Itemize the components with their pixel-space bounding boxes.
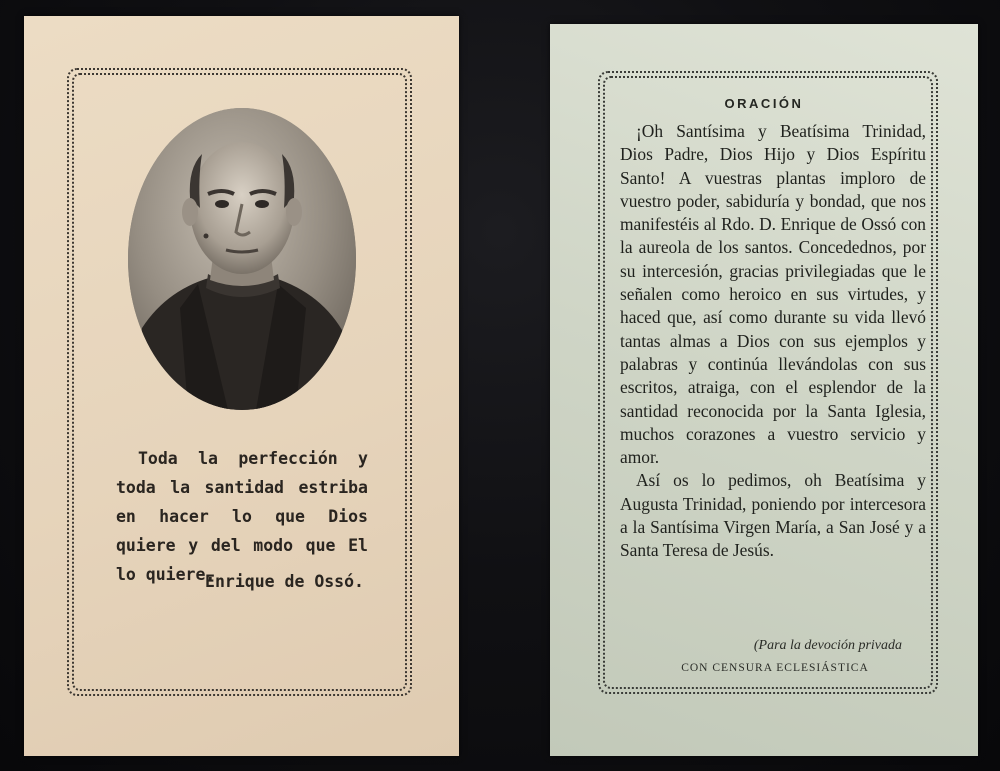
- prayer-title: ORACIÓN: [724, 96, 804, 111]
- quote-signature: Enrique de Ossó.: [205, 572, 364, 591]
- portrait-priest-image: [128, 108, 356, 410]
- censorship-note: CON CENSURA ECLESIÁSTICA: [681, 662, 869, 674]
- portrait-oval: [128, 108, 356, 410]
- quote-text: Toda la perfección y toda la santidad estriba en hacer lo que Dios quiere y del modo que El lo quiere.: [116, 449, 368, 584]
- prayer-paragraph: Así os lo pedimos, oh Beatísima y Augusta Trinidad, poniendo por intercesora a la Santísima Virgen María, a San José y a Santa Teresa de Jesús.: [620, 470, 926, 561]
- devotion-note: (Para la devoción privada: [753, 638, 902, 653]
- holy-card-front: [24, 16, 459, 756]
- prayer-paragraph: ¡Oh Santísima y Beatísima Trinidad, Dios Padre, Dios Hijo y Dios Espíritu Santo! A vuestras plantas imploro de vuestro poder, sabiduría y bondad, que nos manifestéis al Rdo. D. Enrique de Ossó con la aureola de los santos. Concedednos, por su intercesión, gracias privilegiadas que le señalen como heroico en sus virtudes, y haced que, así como durante su vida llevó tantas almas a Dios con sus ejemplos y palabras y continúa llevándolas con sus escritos, atraiga, con el esplendor de la santidad reconocida por la Santa Iglesia, muchos corazones a vuestro servicio y amor.: [620, 121, 926, 468]
- holy-card-back: [550, 24, 978, 756]
- prayer-body: [620, 120, 926, 563]
